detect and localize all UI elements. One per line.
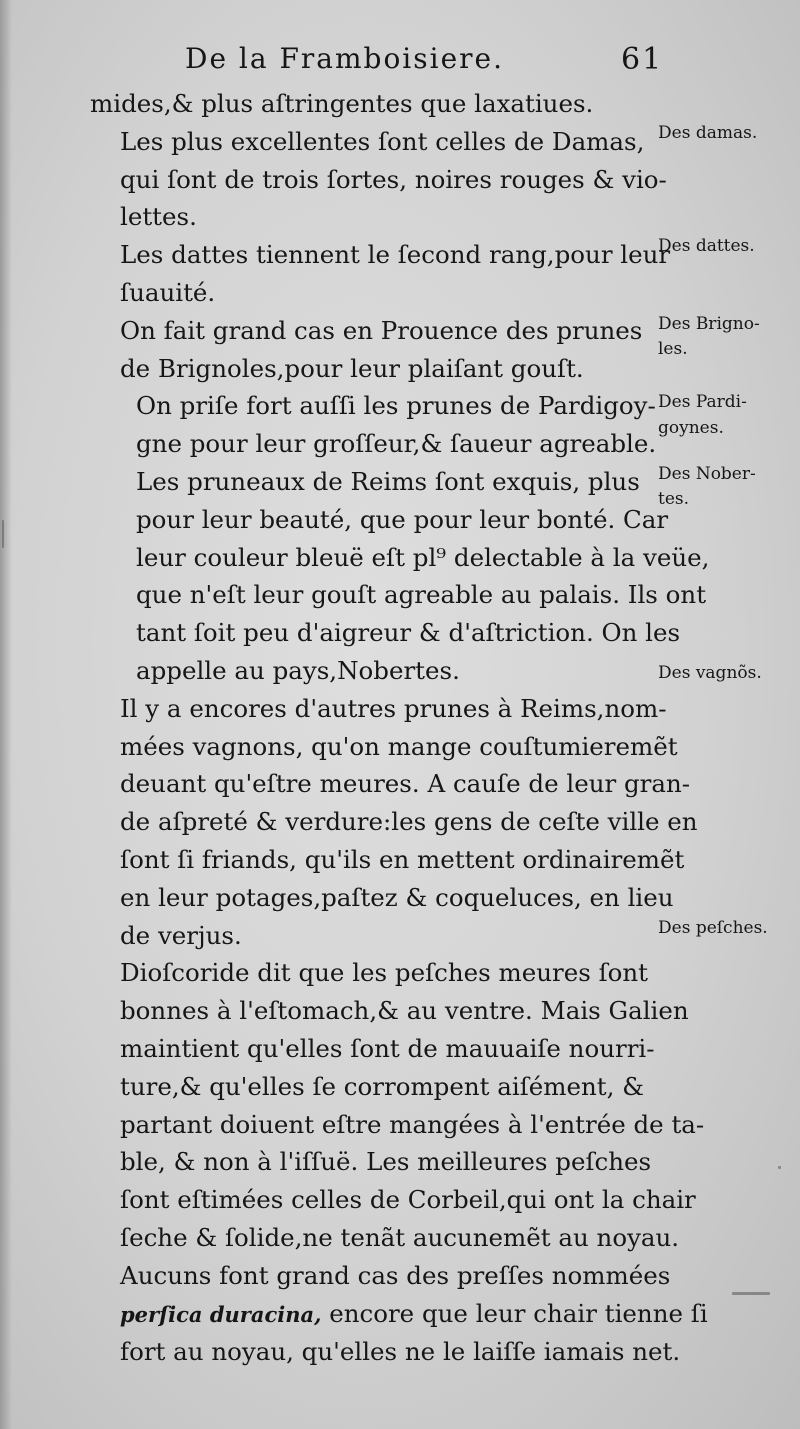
text-line: Les dattes tiennent le ſecond rang,pour leur — [120, 240, 671, 270]
text-line: ſeche & ſolide,ne tenãt aucunemẽt au noyau. — [120, 1222, 680, 1252]
text-line: ble, & non à l'iſſuë. Les meilleures peſches — [120, 1147, 652, 1177]
text-line: gne pour leur groſſeur,& ſaueur agreable. — [136, 429, 657, 459]
text-line: Dioſcoride dit que les peſches meures ſont — [120, 958, 649, 988]
text-line: bonnes à l'eſtomach,& au ventre. Mais Galien — [120, 996, 689, 1026]
paper-blemish — [732, 1292, 770, 1295]
text-line: mides,& plus aſtringentes que laxatiues. — [90, 89, 594, 118]
margin-note-dattes: Des dattes. — [658, 236, 755, 256]
text-line: ſuauité. — [120, 277, 216, 307]
margin-note-pesches: Des peſches. — [658, 918, 768, 938]
running-title: De la Framboisiere. — [185, 42, 505, 75]
margin-notes — [658, 0, 800, 1429]
page-gutter-shadow — [0, 0, 12, 1429]
text-line: Il y a encores d'autres prunes à Reims,nom- — [120, 693, 667, 723]
margin-note-vagnons: Des vagnõs. — [658, 663, 762, 683]
text-line: deuant qu'eſtre meures. A cauſe de leur gran- — [120, 769, 691, 799]
text-line: ſont eſtimées celles de Corbeil,qui ont la chair — [120, 1185, 696, 1215]
text-line: fort au noyau, qu'elles ne le laiſſe iamais net. — [120, 1337, 681, 1367]
text-line: de verjus. — [120, 920, 242, 950]
margin-note-damas: Des damas. — [658, 123, 758, 143]
text-line: tant ſoit peu d'aigreur & d'aſtriction. On les — [136, 618, 681, 648]
text-line: On fait grand cas en Prouence des prunes — [120, 315, 643, 345]
margin-note-brignoles: Des Brigno- — [658, 314, 760, 334]
paragraph-dattes — [90, 236, 671, 312]
text-line: de aſpreté & verdure:les gens de ceſte ville en — [120, 807, 698, 837]
text-line: Les plus excellentes ſont celles de Damas, — [120, 126, 645, 156]
text-line: en leur potages,paſtez & coqueluces, en lieu — [120, 882, 674, 912]
text-line: mées vagnons, qu'on mange couſtumieremẽt — [120, 731, 678, 761]
text-line: Les pruneaux de Reims ſont exquis, plus — [136, 466, 640, 496]
latin-term: perſica duracina, — [120, 1301, 322, 1327]
paragraph-pesches — [90, 954, 708, 1371]
text-line: lettes. — [120, 202, 197, 232]
text-line-with-latin — [90, 1295, 708, 1334]
paper-blemish — [778, 1166, 781, 1169]
margin-note-pardigoygne-cont: goynes. — [658, 418, 724, 438]
text-line: On priſe fort auſſi les prunes de Pardigoy- — [136, 391, 656, 421]
text-line: partant doiuent eſtre mangées à l'entrée de ta- — [120, 1109, 705, 1139]
text-line: Aucuns font grand cas des preſſes nommées — [120, 1260, 671, 1290]
text-line: de Brignoles,pour leur plaiſant gouſt. — [120, 353, 584, 383]
text-line: ture,& qu'elles ſe corrompent aiſément, & — [120, 1071, 645, 1101]
page-header — [185, 42, 665, 82]
margin-note-nobertes: Des Nober- — [658, 464, 756, 484]
margin-note-brignoles-cont: les. — [658, 339, 688, 359]
margin-note-pardigoygne: Des Pardi- — [658, 392, 747, 412]
text-line: ſont ſi friands, qu'ils en mettent ordinairemẽt — [120, 844, 685, 874]
paragraph-brignoles — [90, 312, 650, 388]
paragraph-vagnons — [90, 690, 698, 955]
text-line: leur couleur bleuë eſt pl⁹ delectable à la veüe, — [136, 542, 710, 572]
margin-note-nobertes-cont: tes. — [658, 489, 690, 509]
paper-blemish — [2, 520, 4, 548]
page-number: 61 — [621, 42, 664, 77]
paragraph-continuation — [90, 85, 650, 123]
text-line: que n'eſt leur gouſt agreable au palais. Ils ont — [136, 580, 707, 610]
text-fragment: encore que leur chair tienne ſi — [321, 1298, 708, 1328]
text-line: qui ſont de trois ſortes, noires rouges & vio- — [120, 164, 667, 194]
paragraph-pardigoygne — [90, 387, 657, 463]
text-line: appelle au pays,Nobertes. — [136, 655, 460, 685]
text-line: pour leur beauté, que pour leur bonté. Car — [136, 504, 669, 534]
text-line: maintient qu'elles ſont de mauuaiſe nourri- — [120, 1033, 655, 1063]
paragraph-damas — [90, 123, 667, 236]
